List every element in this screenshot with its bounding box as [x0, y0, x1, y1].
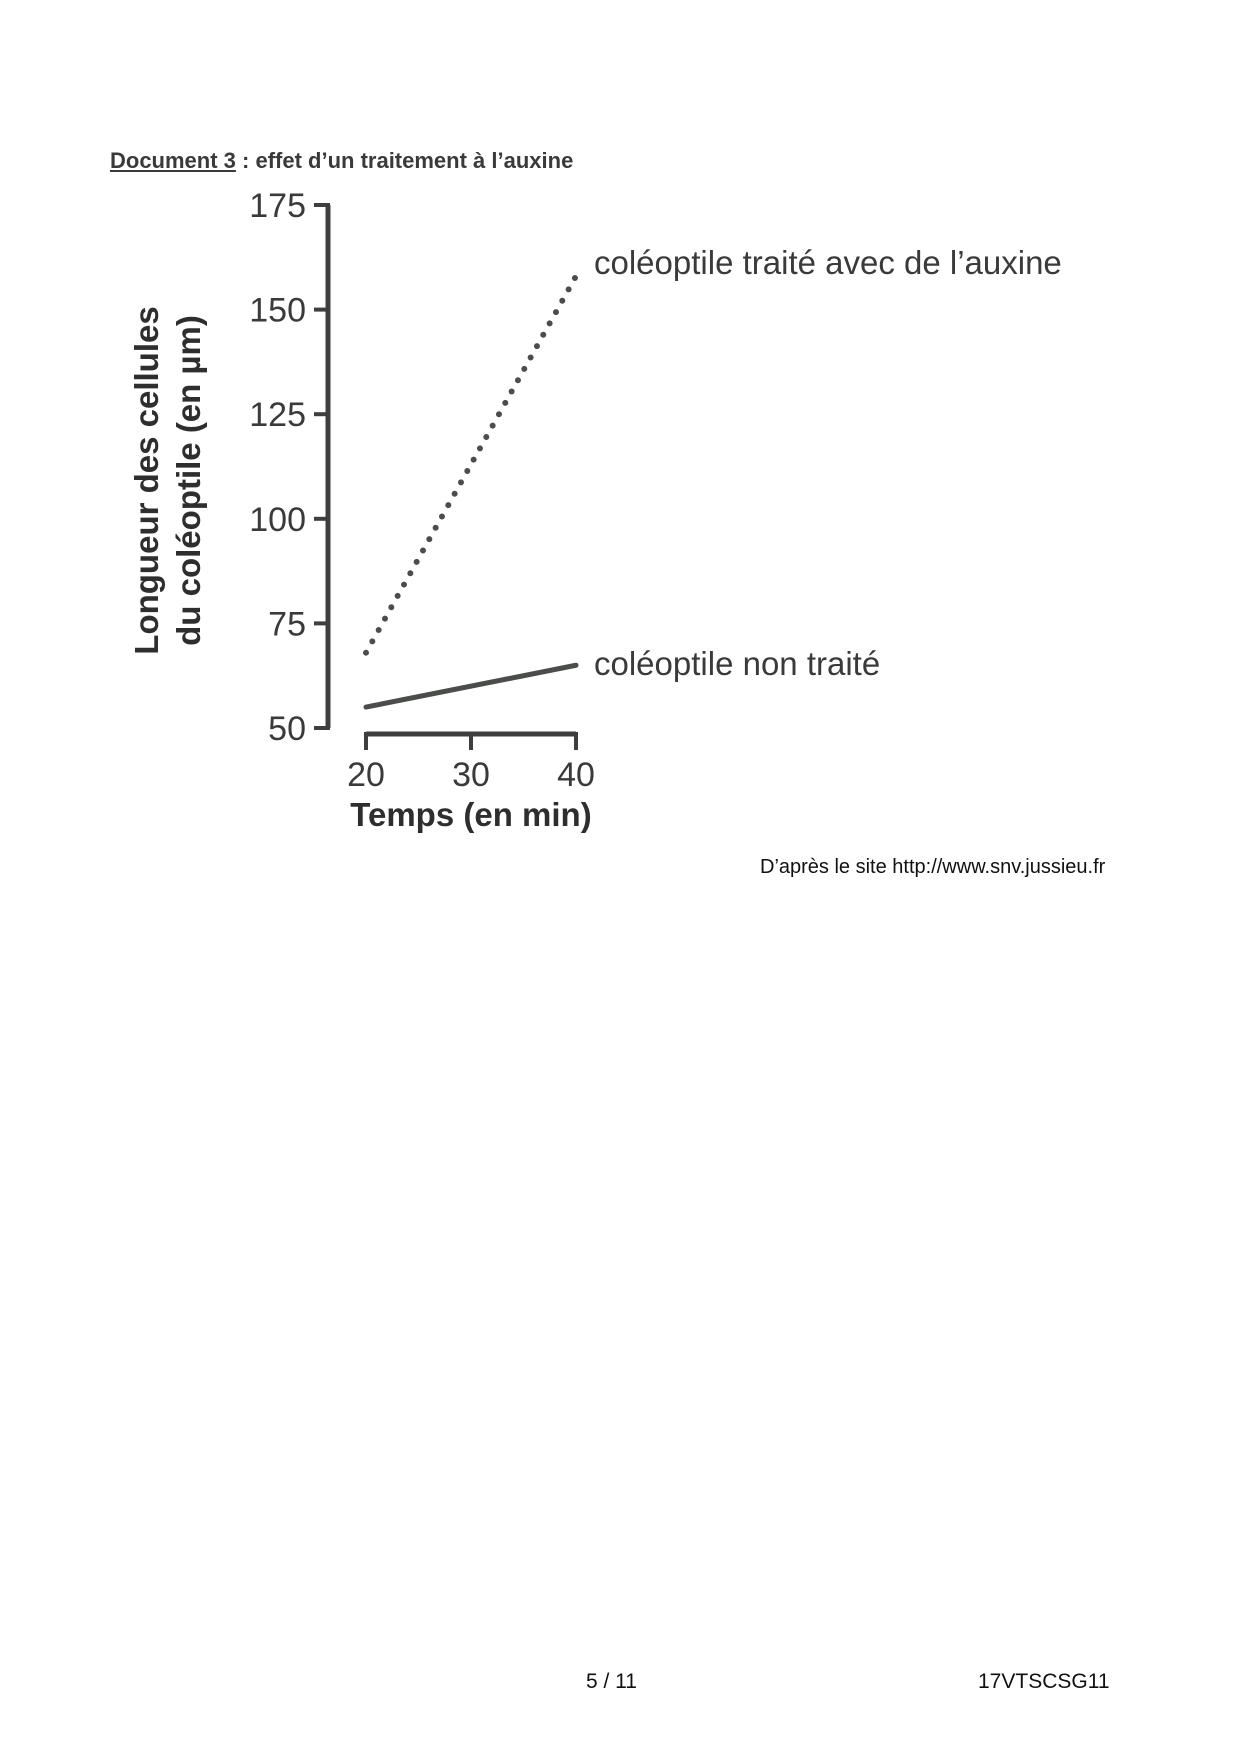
series-line-untreated	[366, 665, 576, 707]
source-credit: D’après le site http://www.snv.jussieu.fr	[760, 856, 1106, 878]
document-number: Document 3	[110, 148, 236, 173]
chart-marks	[366, 276, 576, 707]
y-axis-title-line1: Longueur des cellules	[128, 306, 165, 655]
x-tick-label: 40	[557, 756, 595, 794]
document-title-text: : effet d’un traitement à l’auxine	[235, 148, 574, 173]
y-tick-label: 50	[268, 710, 306, 748]
y-tick-label: 125	[249, 396, 306, 435]
x-axis-title: Temps (en min)	[350, 796, 592, 833]
series-label-untreated: coléoptile non traité	[594, 645, 881, 683]
series-line-treated	[366, 276, 576, 653]
page-number: 5 / 11	[586, 1670, 637, 1693]
series-label-treated: coléoptile traité avec de l’auxine	[594, 244, 1062, 282]
y-tick-label: 175	[249, 187, 306, 225]
document-code: 17VTSCSG11	[978, 1670, 1110, 1693]
chart-axes	[314, 205, 576, 750]
y-tick-label: 100	[249, 500, 306, 539]
y-tick-label: 75	[268, 605, 306, 644]
y-axis-title-line2: du coléoptile (en µm)	[170, 315, 207, 646]
x-tick-label: 20	[347, 756, 385, 794]
x-tick-label: 30	[452, 756, 490, 794]
y-tick-label: 150	[249, 291, 306, 330]
chart-labels	[128, 187, 1062, 833]
